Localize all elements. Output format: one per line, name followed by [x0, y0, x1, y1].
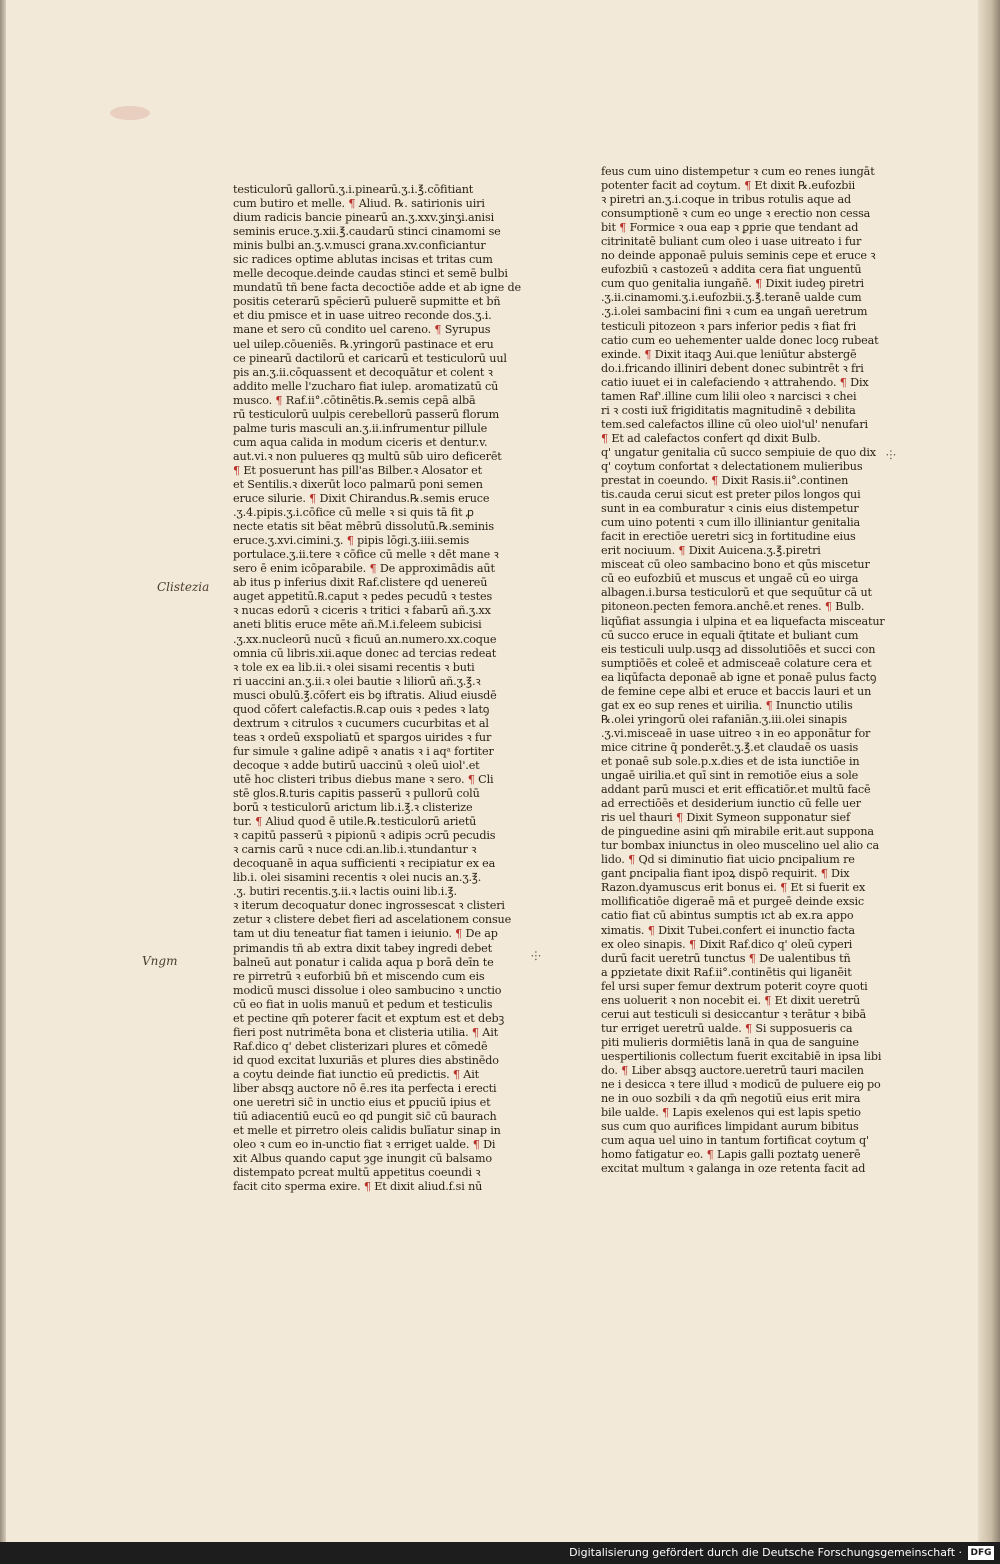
- left-column-line: xit Albus quando caput ȝge inungit cū balsamo: [233, 1152, 492, 1166]
- right-column-line: facit in erectiōe ueretri sicꝫ in fortitudine eius: [601, 530, 856, 544]
- left-column-line: palme turis masculi an.ʒ.ii.infrumentur pillule: [233, 421, 488, 435]
- right-column-line: ne in ouo sozbili ꝛ da qm̄ negotiū eius erit mira: [601, 1092, 861, 1106]
- left-column-line: eruce silurie. ¶ Dixit Chirandus.℞.semis eruce: [233, 492, 490, 506]
- left-column-line: cum butiro et melle. ¶ Aliud. ℞. satirionis uiri: [233, 197, 485, 211]
- left-column-line: balneū aut ponatur i calida aqua p borā deīn te: [233, 955, 494, 969]
- right-column-line: de pinguedine asini qm̄ mirabile erit.aut suppona: [601, 825, 874, 839]
- margin-mark-icon: ⸭: [531, 949, 541, 963]
- pilcrow-icon: ¶: [455, 927, 463, 941]
- right-column-line: ris uel thauri ¶ Dixit Symeon supponatur sief: [601, 811, 850, 825]
- right-column-line: potenter facit ad coytum. ¶ Et dixit ℞.eufozbii: [601, 179, 856, 193]
- left-column-line: liber absqꝫ auctore nō ē.res ita perfecta i erecti: [233, 1082, 497, 1095]
- pilcrow-icon: ¶: [434, 323, 442, 337]
- pilcrow-icon: ¶: [363, 1180, 371, 1194]
- left-column-line: .ʒ.xx.nucleorū nucū ꝛ ficuū an.numero.xx.coque: [233, 632, 497, 646]
- left-column-line: portulace.ʒ.ii.tere ꝛ cōfice cū melle ꝛ dēt mane ꝛ: [233, 548, 499, 562]
- right-column-line: catio cum eo uehementer ualde donec locꝯ rubeat: [601, 333, 879, 347]
- pilcrow-icon: ¶: [233, 463, 240, 477]
- right-column-line: ximatis. ¶ Dixit Tubei.confert ei inunctio facta: [601, 923, 855, 937]
- right-column-line: piti mulieris dormiētis lanā in qua de sanguine: [601, 1035, 859, 1049]
- left-column-line: re pirretrū ꝛ euforbiū bñ et miscendo cum eis: [233, 969, 485, 983]
- right-column-line: gat ex eo sup renes et uirilia. ¶ Inunctio utilis: [601, 698, 853, 712]
- margin-note-clistere: Clistezia: [157, 580, 210, 594]
- right-column-line: eis testiculi uulp.usqꝫ ad dissolutiōēs et succi con: [601, 642, 876, 656]
- footer-bar: [0, 1542, 1000, 1564]
- margin-mark-icon: ⸭: [886, 448, 896, 462]
- pilcrow-icon: ¶: [369, 562, 377, 576]
- left-column-line: fieri post nutrimēta bona et clisteria utilia. ¶ Ait: [233, 1025, 498, 1039]
- left-column-line: decoque ꝛ adde butirū uaccinū ꝛ oleū uiol'.et: [233, 758, 480, 772]
- right-column-line: do. ¶ Liber absqꝫ auctore.ueretrū tauri macilen: [601, 1064, 864, 1077]
- left-column-line: musci obulū.℥.cōfert eis bꝯ iftratis. Aliud eiusdē: [233, 688, 497, 702]
- pilcrow-icon: ¶: [678, 544, 686, 558]
- funding-credit: Digitalisierung gefördert durch die Deutsche Forschungsgemeinschaft ·: [569, 1546, 962, 1559]
- right-column-line: exinde. ¶ Dixit itaqꝫ Aui.que leniūtur abstergē: [601, 347, 857, 361]
- left-column-line: quod cōfert calefactis.℞.cap ouis ꝛ pedes ꝛ latꝯ: [233, 702, 490, 716]
- pilcrow-icon: ¶: [744, 179, 752, 193]
- right-column-line: catio fiat cū abintus sumptis ıct ab ex.ra appo: [601, 909, 854, 923]
- right-column-line: addant parū musci et erit efficatiōr.et multū facē: [601, 783, 871, 797]
- left-column-line: dextrum ꝛ citrulos ꝛ cucumers cucurbitas et al: [233, 716, 489, 730]
- left-column-line: sic radices optime ablutas incisas et tritas cum: [233, 253, 493, 267]
- right-column-line: tur erriget ueretrū ualde. ¶ Si supposueris ca: [601, 1021, 853, 1035]
- text-column-right: [601, 165, 897, 1176]
- right-column-line: de femine cepe albi et eruce et baccis lauri et un: [601, 684, 872, 698]
- left-column-line: stē glos.℞.turis capitis passerū ꝛ pullorū colū: [233, 787, 480, 801]
- pilcrow-icon: ¶: [824, 600, 832, 614]
- left-column-line: oleo ꝛ cum eo in-unctio fiat ꝛ erriget ualde. ¶ Di: [233, 1138, 496, 1152]
- left-column-line: modicū musci dissolue i oleo sambucino ꝛ unctio: [233, 983, 502, 997]
- pilcrow-icon: ¶: [688, 937, 696, 951]
- right-column-line: ungaē uirilia.et quī sint in remotiōe eius a sole: [601, 769, 859, 783]
- left-column-line: mane et sero cū condito uel careno. ¶ Syrupus: [233, 323, 491, 337]
- pilcrow-icon: ¶: [780, 881, 788, 895]
- left-column-line: a coytu deinde fiat iunctio eū predictis. ¶ Ait: [233, 1067, 479, 1081]
- pilcrow-icon: ¶: [764, 993, 772, 1007]
- right-column-line: .ʒ.i.olei sambacini fini ꝛ cum ea ungan̄ ueretrum: [601, 305, 868, 319]
- pilcrow-icon: ¶: [472, 1138, 480, 1152]
- left-column-line: melle decoque.deinde caudas stinci et semē bulbi: [233, 267, 508, 281]
- right-column-line: tur bombax iniunctus in oleo muscelino uel alio ca: [601, 839, 880, 853]
- right-column-line: cum uino potenti ꝛ cum illo illiniantur genitalia: [601, 516, 861, 530]
- left-column-line: ꝛ capitū passerū ꝛ pipionū ꝛ adipis ɔcrū pecudis: [233, 829, 496, 843]
- right-column-line: consumptionē ꝛ cum eo unge ꝛ erectio non cessa: [601, 207, 871, 221]
- right-column-line: tis.cauda cerui sicut est preter pilos longos qui: [601, 488, 861, 502]
- left-column-line: dium radicis bancie pinearū an.ʒ.xxv.ʒinʒi.anisi: [233, 211, 494, 225]
- pilcrow-icon: ¶: [467, 772, 475, 786]
- pilcrow-icon: ¶: [275, 393, 283, 407]
- right-column-line: ne i desicca ꝛ tere illud ꝛ modicū de puluere eiꝯ po: [601, 1078, 881, 1092]
- left-column-line: ¶ Et posuerunt has pill'as Bilber.ꝛ Alosator et: [233, 463, 482, 477]
- left-column-line: utē hoc clisteri tribus diebus mane ꝛ sero. ¶ Cli: [233, 772, 494, 786]
- left-column-line: .ʒ. butiri recentis.ʒ.ii.ꝛ lactis ouini lib.i.℥.: [233, 885, 457, 899]
- right-column-line: liqūfiat assungia i ulpina et ea liquefacta misceatur: [601, 614, 885, 628]
- ink-stain: [110, 106, 150, 120]
- right-column-line: erit nociuum. ¶ Dixit Auicena.ʒ.℥.piretri: [601, 544, 821, 558]
- left-column-line: one ueretri sic̄ in unctio eius et ꝑpuciū ipius et: [233, 1096, 491, 1110]
- left-column-line: eruce.ʒ.xvi.cimini.ʒ. ¶ pipis lōgi.ʒ.iiii.semis: [233, 534, 470, 548]
- pilcrow-icon: ¶: [765, 698, 773, 712]
- right-column-line: ea liqūfacta deponaē ab igne et ponaē pulus factꝯ: [601, 670, 877, 684]
- left-column-line: ab itus p inferius dixit Raf.clistere qd uenereū: [233, 576, 488, 590]
- left-column-line: id quod excitat luxuriās et plures dies abstinēdo: [233, 1053, 499, 1067]
- right-column-line: ¶ Et ad calefactos confert qd dixit Bulb.: [601, 431, 821, 445]
- left-column-line: ꝛ carnis carū ꝛ nuce cdi.an.lib.i.ꝛtundantur ꝛ: [233, 843, 477, 857]
- pilcrow-icon: ¶: [621, 1064, 629, 1077]
- left-column-line: lib.i. olei sisamini recentis ꝛ olei nucis an.ʒ.℥.: [233, 871, 482, 885]
- left-column-line: rū testiculorū uulpis cerebellorū passerū florum: [233, 407, 500, 421]
- left-column-line: ꝛ tole ex ea lib.ii.ꝛ olei sisami recentis ꝛ buti: [233, 660, 475, 674]
- right-column-line: mollificatiōe digeraē mā et purgeē deinde exsic: [601, 895, 864, 909]
- pilcrow-icon: ¶: [628, 853, 636, 867]
- right-column-line: pitoneon.pecten femora.anchē.et renes. ¶ Bulb.: [601, 600, 865, 614]
- right-column-line: cū succo eruce in equali q̄titate et buliant cum: [601, 628, 859, 642]
- right-column-line: homo fatigatur eo. ¶ Lapis galli poztatꝯ uenerē: [601, 1148, 861, 1162]
- left-column-line: tiū adiacentiū eucū eo qd pungit sic̄ cū baurach: [233, 1110, 497, 1124]
- right-column-line: .ʒ.ii.cinamomi.ʒ.i.eufozbii.ʒ.℥.teranē ualde cum: [601, 291, 862, 305]
- pilcrow-icon: ¶: [820, 867, 828, 881]
- left-column-line: et melle et pirretro oleis calidis bulīatur sinap in: [233, 1124, 501, 1138]
- left-column-line: fur simule ꝛ galine adipē ꝛ anatis ꝛ i aqᵃ fortiter: [233, 744, 494, 758]
- pilcrow-icon: ¶: [706, 1148, 714, 1162]
- left-column-line: testiculorū gallorū.ʒ.i.pinearū.ʒ.i.℥.cōfitiant: [233, 183, 474, 196]
- left-column-line: Raf.dico q' debet clisterizari plures et cōmedē: [233, 1039, 488, 1053]
- right-column-line: misceat cū oleo sambacino bono et qūs miscetur: [601, 558, 870, 572]
- pilcrow-icon: ¶: [711, 474, 719, 488]
- right-column-line: mice citrine q̄ ponderēt.ʒ.℥.et claudaē os uasis: [601, 740, 859, 754]
- left-column-line: et Sentilis.ꝛ dixerūt loco palmarū poni semen: [233, 477, 483, 491]
- right-column-line: lido. ¶ Qd si diminutio fiat uicio ꝑncipalium re: [601, 853, 855, 867]
- right-column-line: a ꝑpzietate dixit Raf.ii°.continētis qui liganēit: [601, 965, 852, 979]
- pilcrow-icon: ¶: [255, 815, 263, 829]
- left-column-line: auget appetitū.℞.caput ꝛ pedes pecudū ꝛ testes: [233, 590, 493, 604]
- right-column-line: bit ¶ Formice ꝛ oua eap ꝛ ꝑprie que tendant ad: [601, 221, 859, 235]
- left-column-line: facit cito sperma exire. ¶ Et dixit aliud.f.si nū: [233, 1180, 483, 1194]
- right-column-line: do.i.fricando illiniri debent donec subintrēt ꝛ fri: [601, 361, 864, 375]
- right-column-line: bile ualde. ¶ Lapis exelenos qui est lapis spetio: [601, 1106, 861, 1120]
- left-column-line: tam ut diu teneatur fiat tamen i ieiunio. ¶ De ap: [233, 927, 498, 941]
- right-column-line: no deinde apponaē puluis seminis cepe et eruce ꝛ: [601, 249, 876, 263]
- pilcrow-icon: ¶: [676, 811, 683, 825]
- right-column-line: fel ursi super femur dextrum poterit coyre quoti: [601, 979, 868, 993]
- text-column-left: [233, 183, 523, 1194]
- left-column-line: et diu pmisce et in uase uitreo reconde dos.ʒ.i.: [233, 309, 492, 323]
- right-column-line: et ponaē sub sole.p.x.dies et de ista iunctiōe in: [601, 754, 860, 768]
- left-column-line: seminis eruce.ʒ.xii.℥.caudarū stinci cinamomi se: [233, 225, 501, 239]
- right-column-line: prestat in coeundo. ¶ Dixit Rasis.ii°.continen: [601, 474, 849, 488]
- pilcrow-icon: ¶: [647, 923, 655, 937]
- right-column-line: cū eo eufozbiū et muscus et ungaē cū eo uirga: [601, 572, 859, 586]
- right-column-line: sunt in ea comburatur ꝛ cinis eius distempetur: [601, 502, 859, 516]
- left-column-line: ce pinearū dactilorū et caricarū et testiculorū uul: [233, 351, 507, 365]
- left-column-line: necte etatis sit bēat mēbrū dissolutū.℞.seminis: [233, 520, 494, 534]
- right-column-line: sus cum quo aurifices limpidant aurum bibitus: [601, 1120, 859, 1134]
- left-column-line: .ʒ.4.pipis.ʒ.i.cōfice cū melle ꝛ si quis tā fit ꝓ: [233, 506, 474, 520]
- left-column-line: minis bulbi an.ʒ.v.musci grana.xv.conficiantur: [233, 239, 486, 253]
- left-column-line: pis an.ʒ.ii.cōquassent et decoquātur et colent ꝛ: [233, 365, 493, 379]
- right-column-line: albagen.i.bursa testiculorū et que sequūtur cā ut: [601, 586, 872, 600]
- left-column-line: aut.vi.ꝛ non pulueres qꝫ multū sūb uiro deficerēt: [233, 449, 502, 463]
- left-column-line: ꝛ nucas edorū ꝛ ciceris ꝛ tritici ꝛ fabarū añ.ʒ.xx: [233, 604, 491, 618]
- right-column-line: feus cum uino distempetur ꝛ cum eo renes iungāt: [601, 165, 875, 178]
- left-column-line: ꝛ iterum decoquatur donec ingrossescat ꝛ clisteri: [233, 899, 505, 913]
- dfg-logo: DFG: [968, 1546, 994, 1560]
- right-column-line: ꝛ piretri an.ʒ.i.coque in tribus rotulis aque ad: [601, 193, 852, 207]
- right-column-line: cerui aut testiculi si desiccantur ꝛ terātur ꝛ bibā: [601, 1007, 866, 1021]
- right-column-line: tamen Raf'.illine cum lilii oleo ꝛ narcisci ꝛ chei: [601, 389, 857, 403]
- right-column-line: testiculi pitozeon ꝛ pars inferior pedis ꝛ fiat fri: [601, 319, 857, 333]
- left-column-line: sero ē enim icōparabile. ¶ De approximādis aūt: [233, 562, 495, 576]
- right-column-line: ad errectiōēs et desiderium iunctio cū felle uer: [601, 797, 861, 811]
- right-column-line: .ʒ.vi.misceaē in uase uitreo ꝛ in eo apponātur for: [601, 726, 871, 740]
- left-column-line: omnia cū libris.xii.aque donec ad tercias redeat: [233, 646, 497, 660]
- left-column-line: addito melle l'zucharo fiat iulep. aromatizatū cū: [233, 379, 499, 393]
- right-column-line: citrinitatē buliant cum oleo i uase uitreato i fur: [601, 235, 862, 249]
- left-column-line: musco. ¶ Raf.ii°.cōtinētis.℞.semis cepā albā: [233, 393, 476, 407]
- pilcrow-icon: ¶: [452, 1067, 460, 1081]
- right-column-line: cum aqua uel uino in tantum fortificat coytum q': [601, 1134, 869, 1148]
- left-column-line: cum aqua calida in modum ciceris et dentur.v.: [233, 435, 488, 449]
- pilcrow-icon: ¶: [745, 1021, 753, 1035]
- right-column-line: ex oleo sinapis. ¶ Dixit Raf.dico q' oleū cyperi: [601, 937, 853, 951]
- pilcrow-icon: ¶: [348, 197, 356, 211]
- pilcrow-icon: ¶: [346, 534, 354, 548]
- left-column-line: uel uilep.cōueniēs. ℞.yringorū pastinace et eru: [233, 337, 494, 351]
- pilcrow-icon: ¶: [644, 347, 652, 361]
- left-column-line: teas ꝛ ordeū exspoliatū et spargos uirides ꝛ fur: [233, 730, 492, 744]
- margin-note-unguentum: Vngm: [142, 954, 178, 968]
- right-column-line: eufozbiū ꝛ castozeū ꝛ addita cera fiat unguentū: [601, 263, 862, 277]
- pilcrow-icon: ¶: [471, 1025, 479, 1039]
- right-column-line: ri ꝛ costi iux̄ frigiditatis magnitudinē ꝛ debilita: [601, 403, 856, 417]
- right-column-line: ens uoluerit ꝛ non nocebit ei. ¶ Et dixit ueretrū: [601, 993, 861, 1007]
- pilcrow-icon: ¶: [309, 492, 317, 506]
- right-column-line: q' ungatur genitalia cū succo sempiuie de quo dix: [601, 445, 876, 459]
- right-column-line: durū facit ueretrū tunctus ¶ De ualentibus tñ: [601, 951, 851, 965]
- left-column-line: et pectine qm̄ poterer facit et exptum est et debꝫ: [233, 1011, 505, 1025]
- right-column-line: catio iuuet ei in calefaciendo ꝛ attrahendo. ¶ Dix: [601, 375, 869, 389]
- left-column-line: tur. ¶ Aliud quod ē utile.℞.testiculorū arietū: [233, 815, 477, 829]
- right-column-line: ℞.olei yringorū olei rafaniān.ʒ.iii.olei sinapis: [601, 712, 847, 726]
- pilcrow-icon: ¶: [619, 221, 627, 235]
- right-column-line: Razon.dyamuscus erit bonus ei. ¶ Et si fuerit ex: [601, 881, 866, 895]
- right-column-line: uespertilionis collectum fuerit excitabiē in ipsa libi: [601, 1049, 882, 1063]
- left-column-line: zetur ꝛ clistere debet fieri ad ascelationem consue: [233, 913, 512, 927]
- pilcrow-icon: ¶: [662, 1106, 670, 1120]
- right-column-line: gant ꝑncipalia fiant ipoꝝ dispō requirit. ¶ Dix: [601, 867, 850, 881]
- left-column-line: positis ceterarū spēcierū puluerē supmitte et bñ: [233, 295, 501, 309]
- left-column-line: cū eo fiat in uolis manuū et pedum et testiculis: [233, 997, 493, 1011]
- pilcrow-icon: ¶: [839, 375, 847, 389]
- pilcrow-icon: ¶: [748, 951, 756, 965]
- pilcrow-icon: ¶: [601, 431, 608, 445]
- left-column-line: borū ꝛ testiculorū arictum lib.i.℥.ꝛ clisterize: [233, 801, 473, 815]
- left-column-line: ri uaccini an.ʒ.ii.ꝛ olei bautie ꝛ liliorū añ.ʒ.℥.ꝛ: [233, 674, 481, 688]
- right-column-line: tem.sed calefactos illine cū oleo uiol'ul' nenufari: [601, 417, 868, 431]
- left-column-line: mundatū tñ bene facta decoctiōe adde et ab igne de: [233, 281, 521, 295]
- left-column-line: distempato pcreat multū appetitus coeundi ꝛ: [233, 1166, 481, 1180]
- left-column-line: decoquanē in aqua sufficienti ꝛ recipiatur ex ea: [233, 857, 496, 871]
- right-column-line: q' coytum confortat ꝛ delectationem mulieribus: [601, 459, 863, 473]
- right-column-line: cum quo genitalia iungan̄ē. ¶ Dixit iudeꝯ piretri: [601, 277, 864, 291]
- pilcrow-icon: ¶: [755, 277, 763, 291]
- left-column-line: aneti blitis eruce mēte añ.M.i.feleem subicisi: [233, 618, 482, 632]
- page-edge: [978, 0, 1000, 1542]
- right-column-line: sumptiōēs et coleē et admisceaē colature cera et: [601, 656, 872, 670]
- left-column-line: primandis tñ ab extra dixit tabey ingredi debet: [233, 941, 492, 955]
- right-column-line: excitat multum ꝛ galanga in oze retenta facit ad: [601, 1162, 866, 1176]
